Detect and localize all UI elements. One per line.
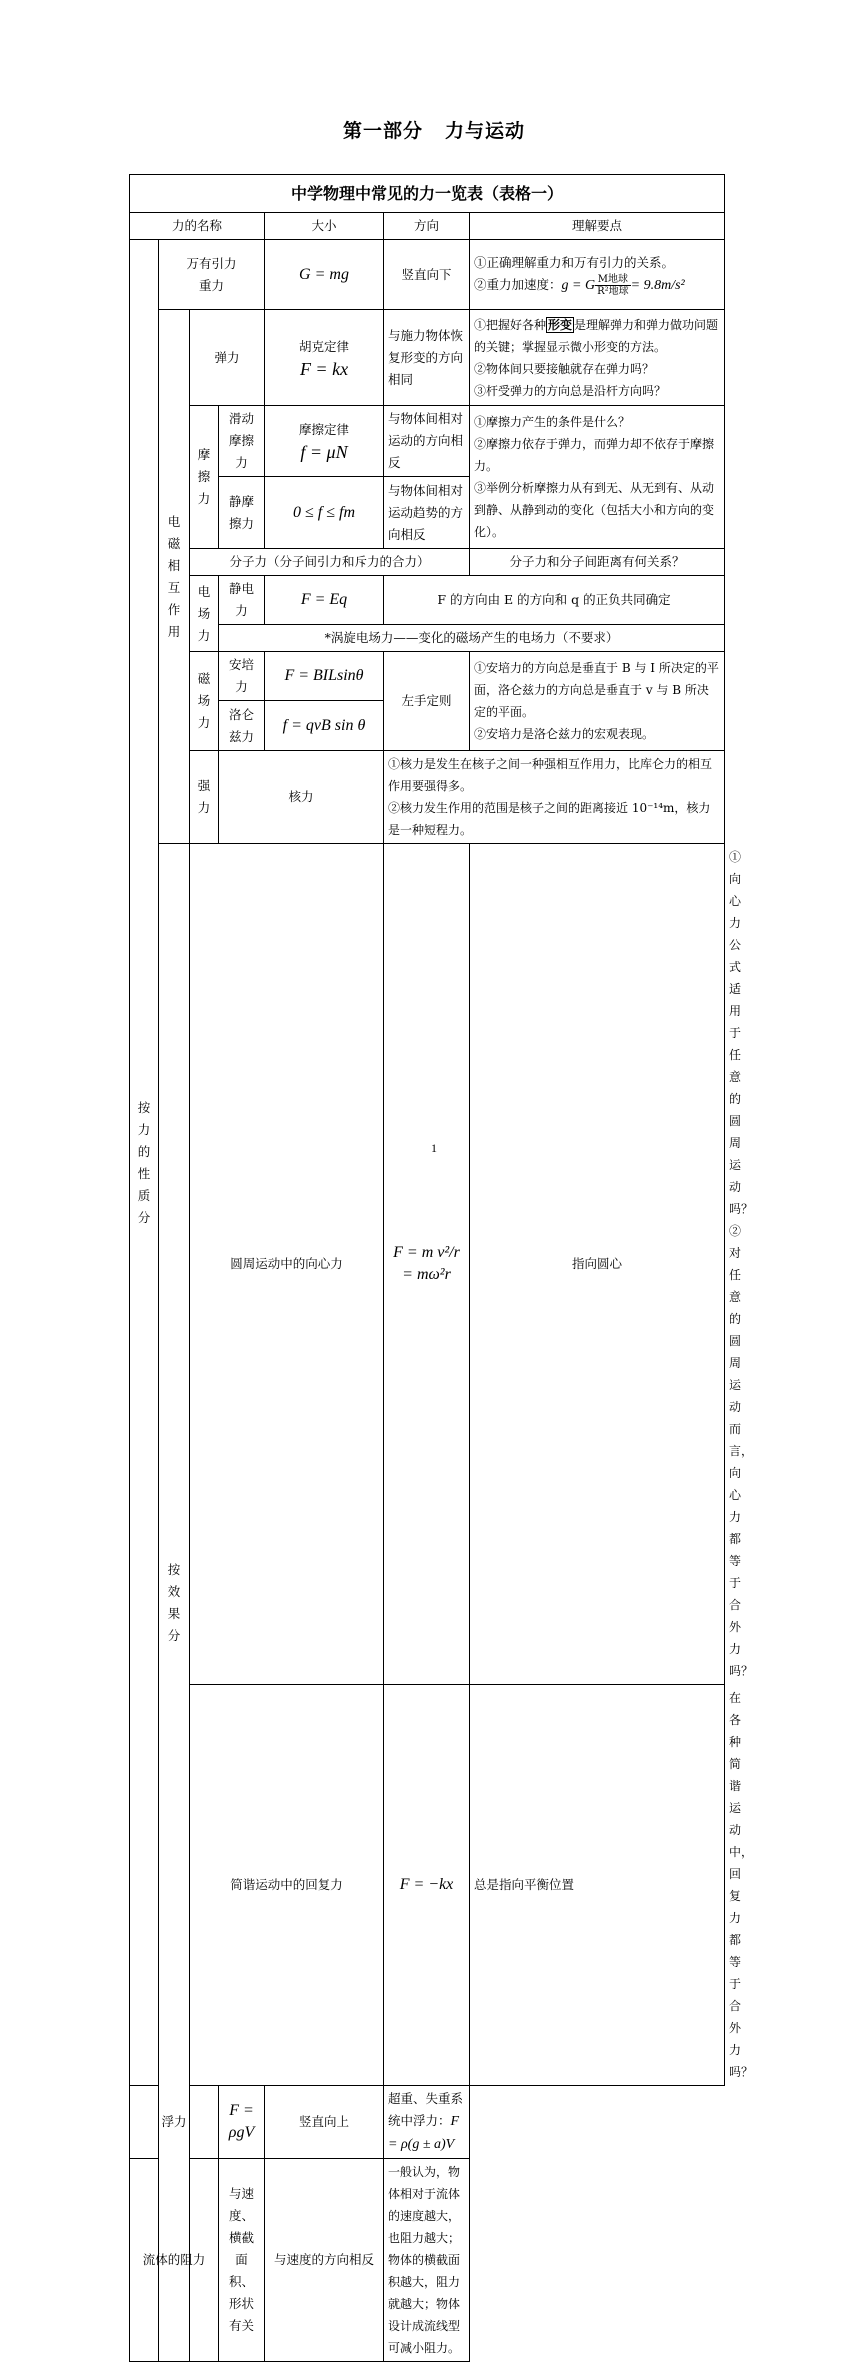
table-row-sliding-friction [130, 406, 725, 477]
buoyancy-formula: F = ρgV [219, 2086, 265, 2159]
static-friction-formula: 0 ≤ f ≤ fm [265, 477, 384, 549]
friction-label: 摩 擦 力 [190, 406, 219, 549]
gravity-name: 万有引力 重力 [159, 240, 265, 310]
title-part: 第一部分 [342, 120, 423, 142]
friction-points: ①摩擦力产生的条件是什么？ ②摩擦力依存于弹力，而弹力却不依存于摩擦力。 ③举例分析摩擦力从有到无、从无到有、从动到静、从静到动的变化（包括大小和方向的变化）。 [470, 406, 725, 549]
table-row-nuclear [130, 751, 725, 844]
header-name: 力的名称 [130, 213, 265, 240]
molecular-name: 分子力（分子间引力和斥力的合力） [190, 549, 470, 576]
magnetic-points: ①安培力的方向总是垂直于 B 与 I 所决定的平面，洛仑兹力的方向总是垂直于 v 与 B 所决定的平面。 ②安培力是洛仑兹力的宏观表现。 [470, 652, 725, 751]
restoring-force-name: 简谐运动中的回复力 [190, 1685, 384, 2086]
table-row-gravity [130, 240, 725, 310]
nuclear-force-name: 核力 [219, 751, 384, 844]
page-title [0, 116, 868, 143]
fluid-resistance-direction: 与速度的方向相反 [265, 2159, 384, 2362]
lorentz-force-name: 洛仑兹力 [219, 701, 265, 751]
ampere-force-name: 安培力 [219, 652, 265, 701]
sliding-friction-name: 滑动摩擦力 [219, 406, 265, 477]
centripetal-force-direction: 指向圆心 [470, 844, 725, 1685]
gravity-direction: 竖直向下 [384, 240, 470, 310]
lorentz-force-formula: f = qvB sin θ [265, 701, 384, 751]
table-row-buoyancy [130, 2086, 725, 2159]
fluid-resistance-name: 流体的阻力 [130, 2159, 219, 2362]
buoyancy-name: 浮力 [130, 2086, 219, 2159]
title-topic: 力与运动 [445, 120, 526, 142]
gravity-points: ①正确理解重力和万有引力的关系。 ②重力加速度：g = G $\frac{\text{M地球}}{\text{R²地球}}$ = 9.8m/s² [470, 240, 725, 310]
elastic-direction: 与施力物体恢复形变的方向相同 [384, 310, 470, 406]
vortex-electric-force: *涡旋电场力——变化的磁场产生的电场力（不要求） [219, 625, 725, 652]
electrostatic-name: 静电力 [219, 576, 265, 625]
strong-force-label: 强 力 [190, 751, 219, 844]
nuclear-force-points: ①核力是发生在核子之间一种强相互作用力，比库仑力的相互作用要强得多。 ②核力发生作用的范围是核子之间的距离接近 10⁻¹⁴m，核力是一种短程力。 [384, 751, 725, 844]
header-direction: 方向 [384, 213, 470, 240]
nature-classification-label: 按 力 的 性 质 分 [130, 240, 159, 2086]
elastic-size: 胡克定律 F = kx [265, 310, 384, 406]
elastic-name: 弹力 [190, 310, 265, 406]
table-row-centripetal: 按 效 果 分 圆周运动中的向心力 F = m v²/r = mω²r 指向圆心 ①向心力公式适用于任意的圆周运动吗？ ②对任意的圆周运动而言，向心力都等于合外力吗？ [130, 844, 725, 1685]
table-row-elastic [130, 310, 725, 406]
table-row-ampere [130, 652, 725, 701]
sliding-friction-direction: 与物体间相对运动的方向相反 [384, 406, 470, 477]
ampere-force-formula: F = BILsinθ [265, 652, 384, 701]
restoring-force-direction: 总是指向平衡位置 [470, 1685, 725, 2086]
electric-field-label: 电 场 力 [190, 576, 219, 652]
electrostatic-formula: F = Eq [265, 576, 384, 625]
molecular-point: 分子力和分子间距离有何关系？ [470, 549, 725, 576]
sliding-friction-size: 摩擦定律 f = μN [265, 406, 384, 477]
table-caption: 中学物理中常见的力一览表（表格一） [130, 175, 725, 213]
table-row-restoring: 简谐运动中的回复力 F = −kx 总是指向平衡位置 在各种简谐运动中，回复力都等于合外力吗？ [130, 1685, 725, 2086]
table-row-fluid-resistance [130, 2159, 725, 2362]
table-row-molecular [130, 549, 725, 576]
buoyancy-direction: 竖直向上 [265, 2086, 384, 2159]
header-points: 理解要点 [470, 213, 725, 240]
fluid-resistance-point: 一般认为，物体相对于流体的速度越大，也阻力越大；物体的横截面积越大，阻力就越大；物体设计成流线型可减小阻力。 [384, 2159, 470, 2362]
table-header-row [130, 213, 725, 240]
gravity-formula: G = mg [265, 240, 384, 310]
table-row-electrostatic [130, 576, 725, 625]
buoyancy-point: 超重、失重系统中浮力：F = ρ(g ± a)V [384, 2086, 470, 2159]
static-friction-direction: 与物体间相对运动趋势的方向相反 [384, 477, 470, 549]
static-friction-name: 静摩擦力 [219, 477, 265, 549]
electromagnetic-label: 电 磁 相 互 作 用 [159, 310, 190, 844]
magnetic-field-label: 磁 场 力 [190, 652, 219, 751]
elastic-points: ①把握好各种 形变 是理解弹力和弹力做功问题的关键；掌握显示微小形变的方法。 ②物体间只要接触就存在弹力吗？ ③杆受弹力的方向总是沿杆方向吗？ [470, 310, 725, 406]
centripetal-force-name: 圆周运动中的向心力 [190, 844, 384, 1685]
forces-table [129, 174, 754, 2362]
electrostatic-point: F 的方向由 E 的方向和 q 的正负共同确定 [384, 576, 725, 625]
fluid-resistance-size: 与速度、横截面积、形状有关 [219, 2159, 265, 2362]
magnetic-direction: 左手定则 [384, 652, 470, 751]
restoring-force-formula: F = −kx [384, 1685, 470, 2086]
effect-classification-label: 按 效 果 分 [159, 844, 190, 2362]
centripetal-force-formula: F = m v²/r = mω²r [384, 844, 470, 1685]
page-number: 1 [431, 1141, 437, 1155]
header-size: 大小 [265, 213, 384, 240]
table-row-vortex [130, 625, 725, 652]
